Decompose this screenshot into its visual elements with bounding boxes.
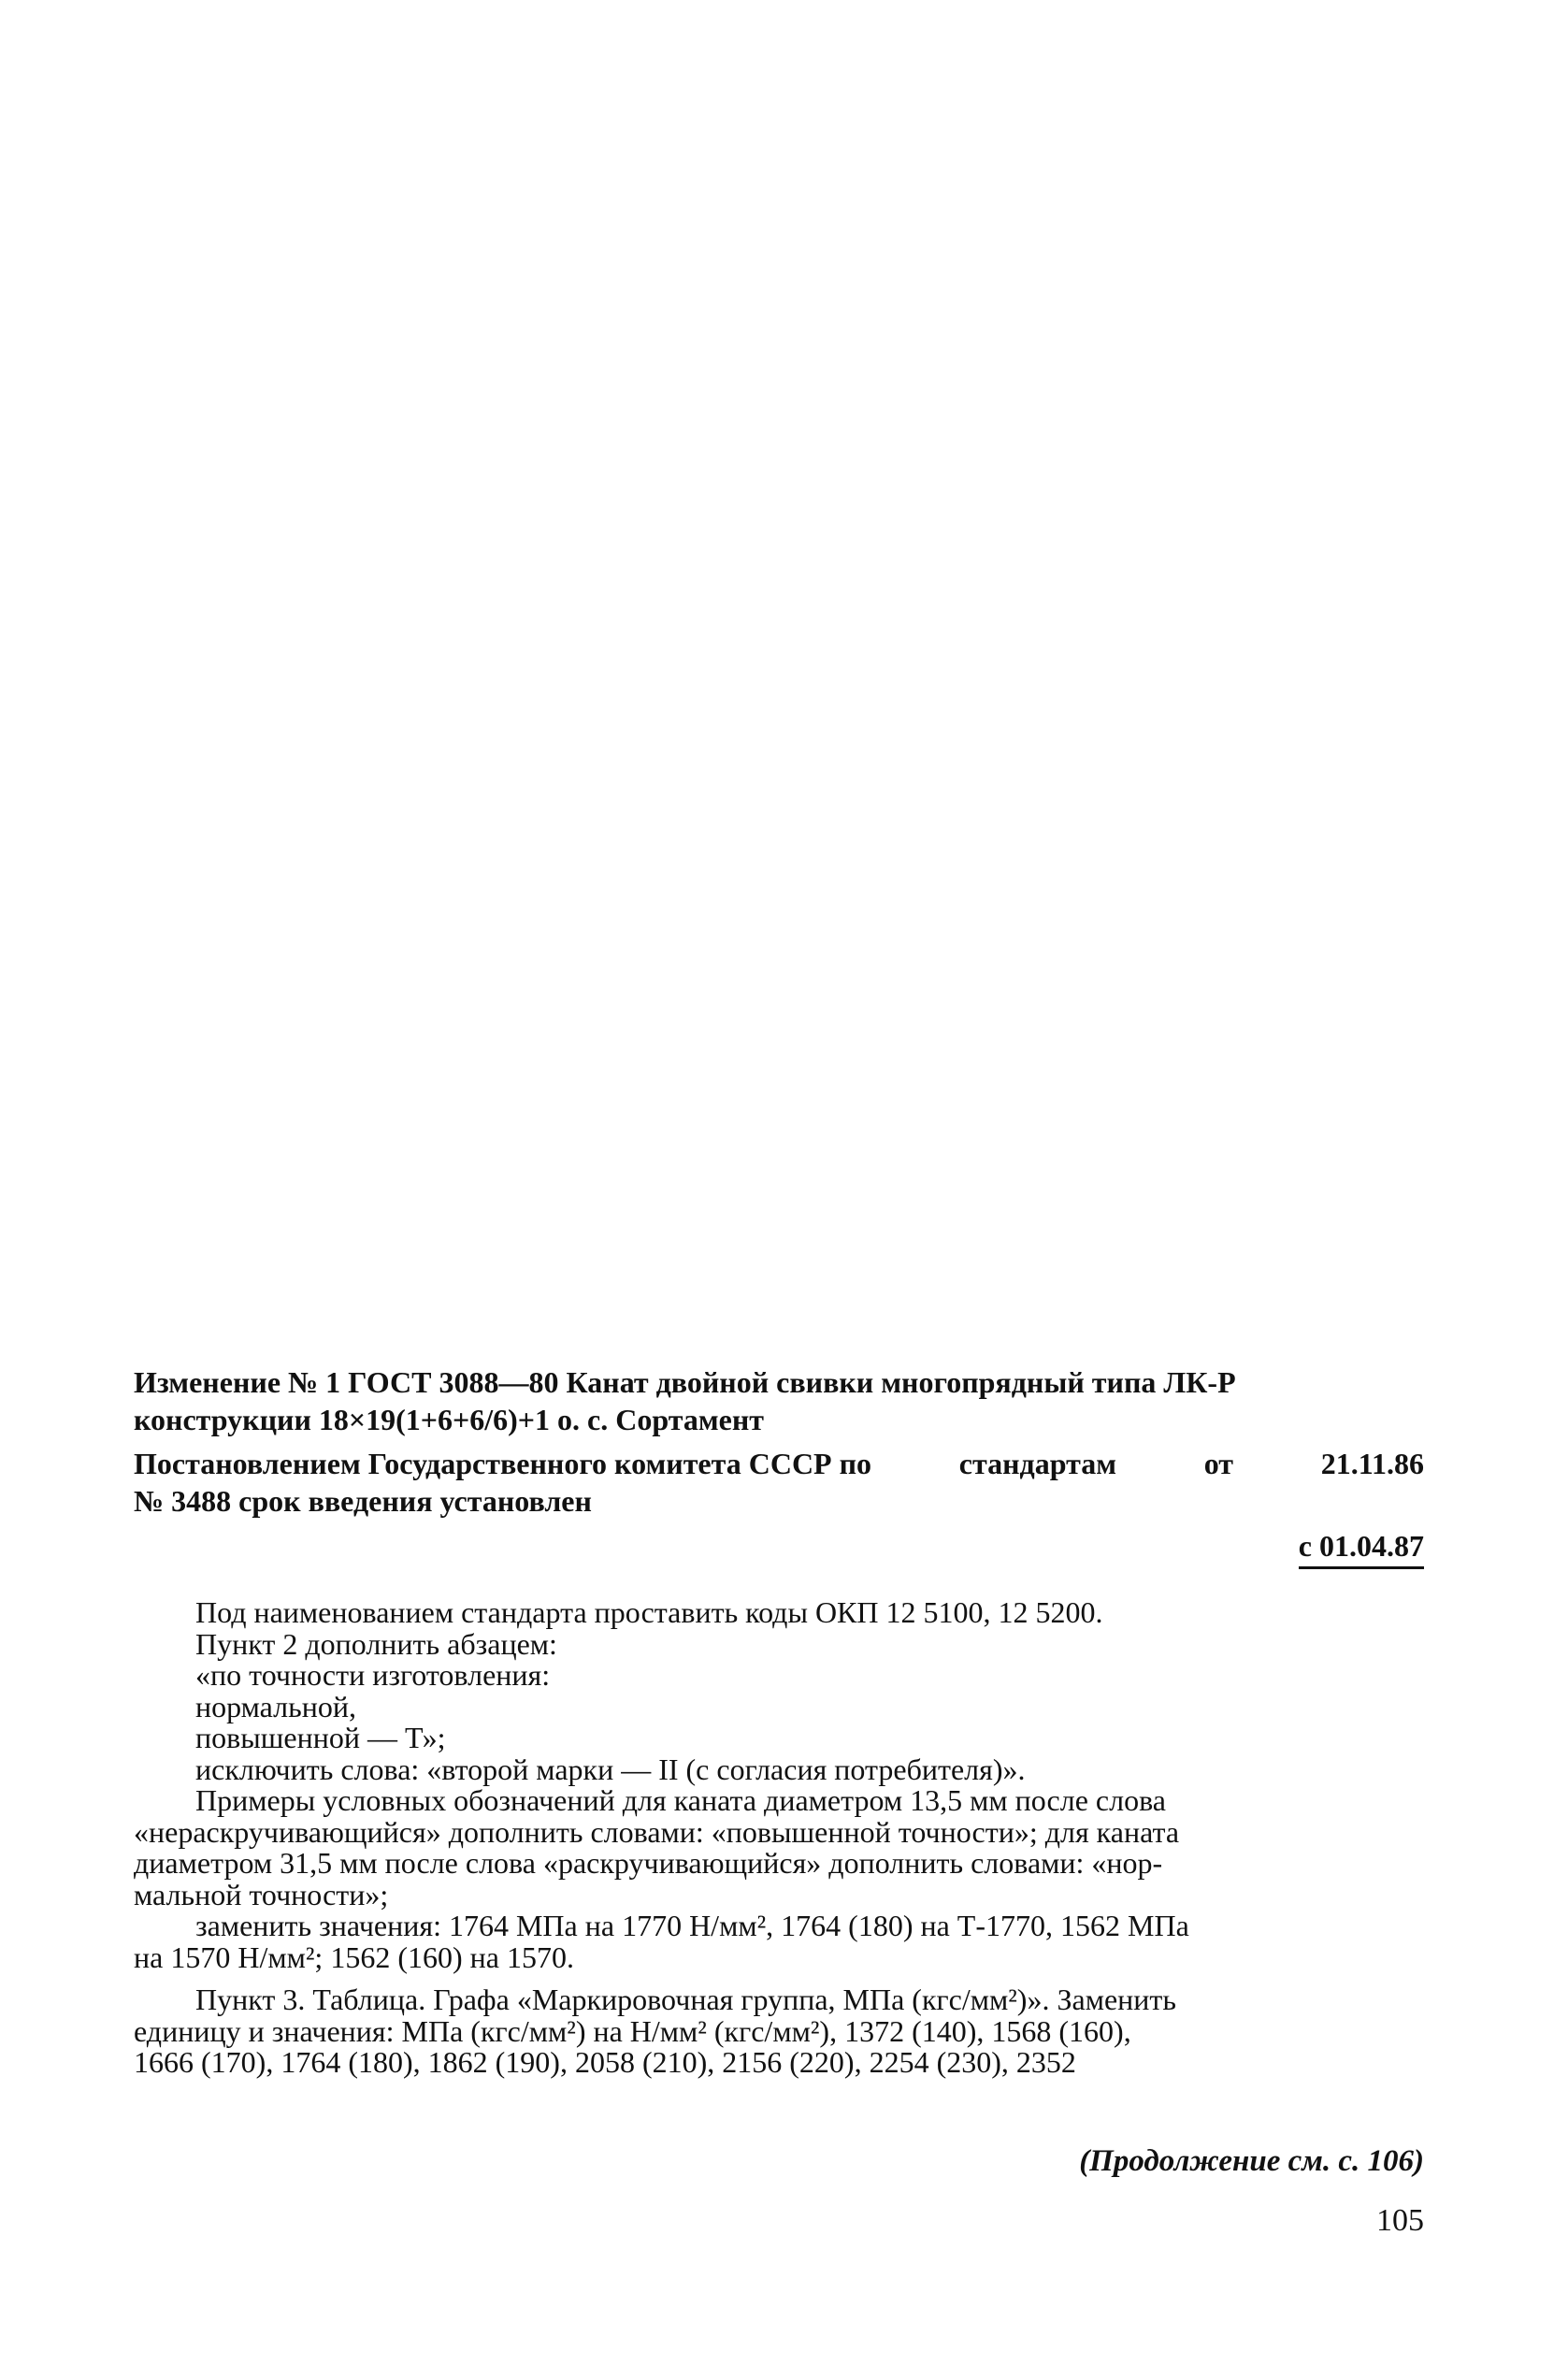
decree-line-2: № 3488 срок введения установлен [134, 1484, 592, 1518]
decree-date-number: 21.11.86 [1320, 1447, 1424, 1480]
paragraph-item3-1: Пункт 3. Таблица. Графа «Маркировочная группа, МПа (кгс/мм²)». Заменить [195, 1983, 1176, 2016]
decree-block [134, 1445, 1424, 1569]
paragraph-codes: Под наименованием стандарта проставить коды ОКП 12 5100, 12 5200. [195, 1595, 1103, 1629]
decree-line-1 [134, 1445, 1424, 1482]
decree-text-b: стандартам [958, 1447, 1116, 1480]
continuation-note: (Продолжение см. с. 106) [1079, 2144, 1424, 2178]
paragraph-increased: повышенной — Т»; [195, 1721, 446, 1754]
paragraph-item3-3: 1666 (170), 1764 (180), 1862 (190), 2058 (210), 2156 (220), 2254 (230), 2352 [134, 2045, 1076, 2079]
paragraph-examples-3: диаметром 31,5 мм после слова «раскручивающийся» дополнить словами: «нор- [134, 1846, 1163, 1880]
effective-date: с 01.04.87 [1299, 1527, 1424, 1569]
header-line-2: конструкции 18×19(1+6+6/6)+1 о. с. Сортамент [134, 1403, 764, 1436]
amendment-header [134, 1363, 1424, 1438]
page-number: 105 [1376, 2203, 1424, 2238]
paragraph-item2: Пункт 2 дополнить абзацем: [195, 1626, 557, 1661]
amendment-body [134, 1597, 1424, 2079]
paragraph-replace-2: на 1570 Н/мм²; 1562 (160) на 1570. [134, 1940, 574, 1974]
paragraph-replace-1: заменить значения: 1764 МПа на 1770 Н/мм², 1764 (180) на Т-1770, 1562 МПа [195, 1909, 1189, 1942]
paragraph-normal: нормальной, [195, 1689, 356, 1723]
paragraph-examples-2: «нераскручивающийся» дополнить словами: «повышенной точности»; для каната [134, 1814, 1180, 1849]
decree-text-a: Постановлением Государственного комитета СССР по [134, 1447, 872, 1480]
effective-date-row [134, 1527, 1424, 1569]
header-line-1: Изменение № 1 ГОСТ 3088—80 Канат двойной свивки многопрядный типа ЛК-Р [134, 1365, 1236, 1399]
paragraph-item3-2: единицу и значения: МПа (кгс/мм²) на Н/мм² (кгс/мм²), 1372 (140), 1568 (160), [134, 2013, 1131, 2048]
paragraph-exclude: исключить слова: «второй марки — II (с согласия потребителя)». [195, 1752, 1026, 1786]
paragraph-examples-1: Примеры условных обозначений для каната диаметром 13,5 мм после слова [195, 1783, 1166, 1817]
paragraph-examples-4: мальной точности»; [134, 1877, 389, 1911]
paragraph-accuracy: «по точности изготовления: [195, 1658, 551, 1692]
decree-text-c: от [1203, 1447, 1234, 1480]
